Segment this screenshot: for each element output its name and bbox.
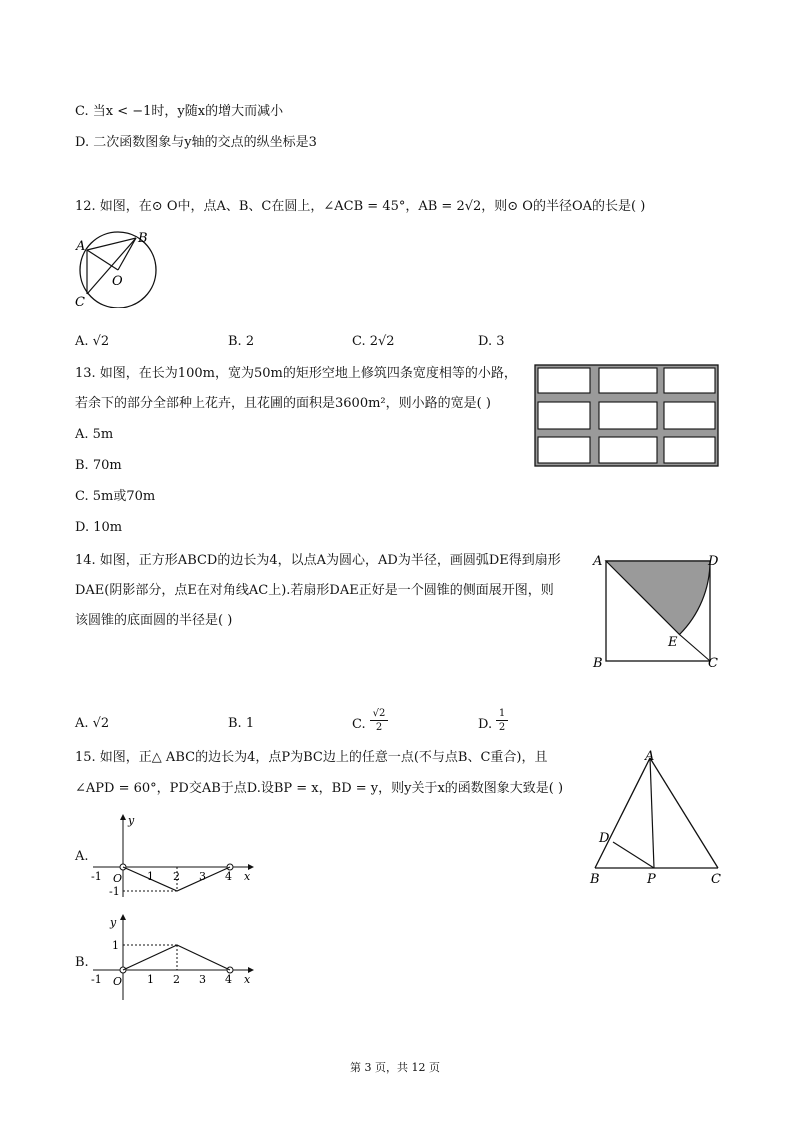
q13-option-d: D. 10m	[75, 520, 123, 535]
q14-option-d-numerator: 1	[496, 708, 508, 721]
q15-option-b-graph	[88, 912, 258, 1004]
q13-option-b: B. 70m	[75, 458, 122, 473]
q15-label-d: D	[599, 831, 610, 846]
q15-a-tick-y: -1	[109, 885, 120, 898]
q15-a-y-axis-label: y	[128, 814, 135, 827]
q15-option-a-label: A.	[75, 849, 89, 864]
q14-option-a: A. √2	[75, 716, 110, 731]
q15-option-b-label: B.	[75, 955, 89, 970]
q13-stem-line1: 13. 如图，在长为100m，宽为50m的矩形空地上修筑四条宽度相等的小路，	[75, 366, 517, 381]
q14-option-c-numerator: √2	[370, 708, 388, 721]
q14-option-d	[478, 708, 538, 740]
q13-stem-line2: 若余下的部分全部种上花卉，且花圃的面积是3600m²，则小路的宽是( )	[75, 396, 491, 411]
q12-option-a: A. √2	[75, 334, 110, 349]
q15-b-tick-neg1: -1	[91, 973, 102, 986]
q15-b-x-axis-label: x	[244, 973, 251, 986]
q14-option-c-denominator: 2	[375, 722, 383, 733]
q15-b-tick-2: 2	[173, 973, 180, 986]
q15-label-c: C	[711, 872, 721, 887]
q14-option-d-denominator: 2	[498, 722, 506, 733]
q11-option-d: D. 二次函数图象与y轴的交点的纵坐标是3	[75, 135, 317, 150]
q14-stem-line3: 该圆锥的底面圆的半径是( )	[75, 613, 233, 628]
q15-label-b: B	[590, 872, 600, 887]
q12-option-c: C. 2√2	[352, 334, 395, 349]
q14-stem-line1: 14. 如图，正方形ABCD的边长为4，以点A为圆心，AD为半径，画圆弧DE得到扇形	[75, 553, 561, 568]
q13-option-c: C. 5m或70m	[75, 489, 156, 504]
q12-label-b: B	[138, 231, 148, 246]
q15-a-origin: O	[113, 872, 123, 885]
q15-a-tick-4: 4	[225, 870, 232, 883]
q15-label-a: A	[645, 749, 655, 764]
q14-option-b: B. 1	[228, 716, 255, 731]
q14-square-figure	[590, 550, 725, 675]
q12-circle-figure	[72, 228, 167, 308]
q15-b-tick-3: 3	[199, 973, 206, 986]
q14-stem-line2: DAE(阴影部分，点E在对角线AC上).若扇形DAE正好是一个圆锥的侧面展开图，则	[75, 583, 554, 598]
q14-option-c	[352, 708, 412, 740]
q15-stem-line2: ∠APD = 60°，PD交AB于点D.设BP = x，BD = y，则y关于x的函数图象大致是( )	[75, 781, 564, 796]
q13-option-a: A. 5m	[75, 427, 114, 442]
q15-a-x-axis-label: x	[244, 870, 251, 883]
q15-label-p: P	[647, 872, 656, 887]
page-footer: 第 3 页，共 12 页	[350, 1061, 440, 1074]
q12-label-c: C	[75, 295, 85, 308]
q12-label-o: O	[112, 274, 123, 289]
q15-b-tick-4: 4	[225, 973, 232, 986]
q12-label-a: A	[76, 239, 86, 254]
q14-option-d-prefix: D.	[478, 717, 493, 732]
q15-stem-line1: 15. 如图，正△ ABC的边长为4，点P为BC边上的任意一点(不与点B、C重合)，且	[75, 750, 548, 765]
q12-option-d: D. 3	[478, 334, 505, 349]
q15-b-origin: O	[113, 975, 123, 988]
q12-stem: 12. 如图，在⊙ O中，点A、B、C在圆上，∠ACB = 45°，AB = 2√2，则⊙ O的半径OA的长是( )	[75, 199, 646, 214]
q15-a-tick-2: 2	[173, 870, 180, 883]
q14-label-e: E	[668, 635, 678, 650]
q15-b-tick-y: 1	[112, 939, 119, 952]
q14-label-a: A	[593, 554, 603, 569]
q15-triangle-figure	[584, 748, 724, 888]
q15-option-a-graph	[88, 812, 258, 902]
q15-b-y-axis-label: y	[110, 916, 117, 929]
q15-a-tick-3: 3	[199, 870, 206, 883]
q13-garden-figure	[534, 364, 720, 468]
q14-label-d: D	[708, 554, 719, 569]
q15-a-tick-1: 1	[147, 870, 154, 883]
q14-option-c-prefix: C.	[352, 717, 366, 732]
q15-a-tick-neg1: -1	[91, 870, 102, 883]
q15-b-tick-1: 1	[147, 973, 154, 986]
q14-label-c: C	[708, 656, 718, 671]
q11-option-c: C. 当x < −1时，y随x的增大而减小	[75, 104, 284, 119]
q14-label-b: B	[593, 656, 603, 671]
q12-option-b: B. 2	[228, 334, 255, 349]
